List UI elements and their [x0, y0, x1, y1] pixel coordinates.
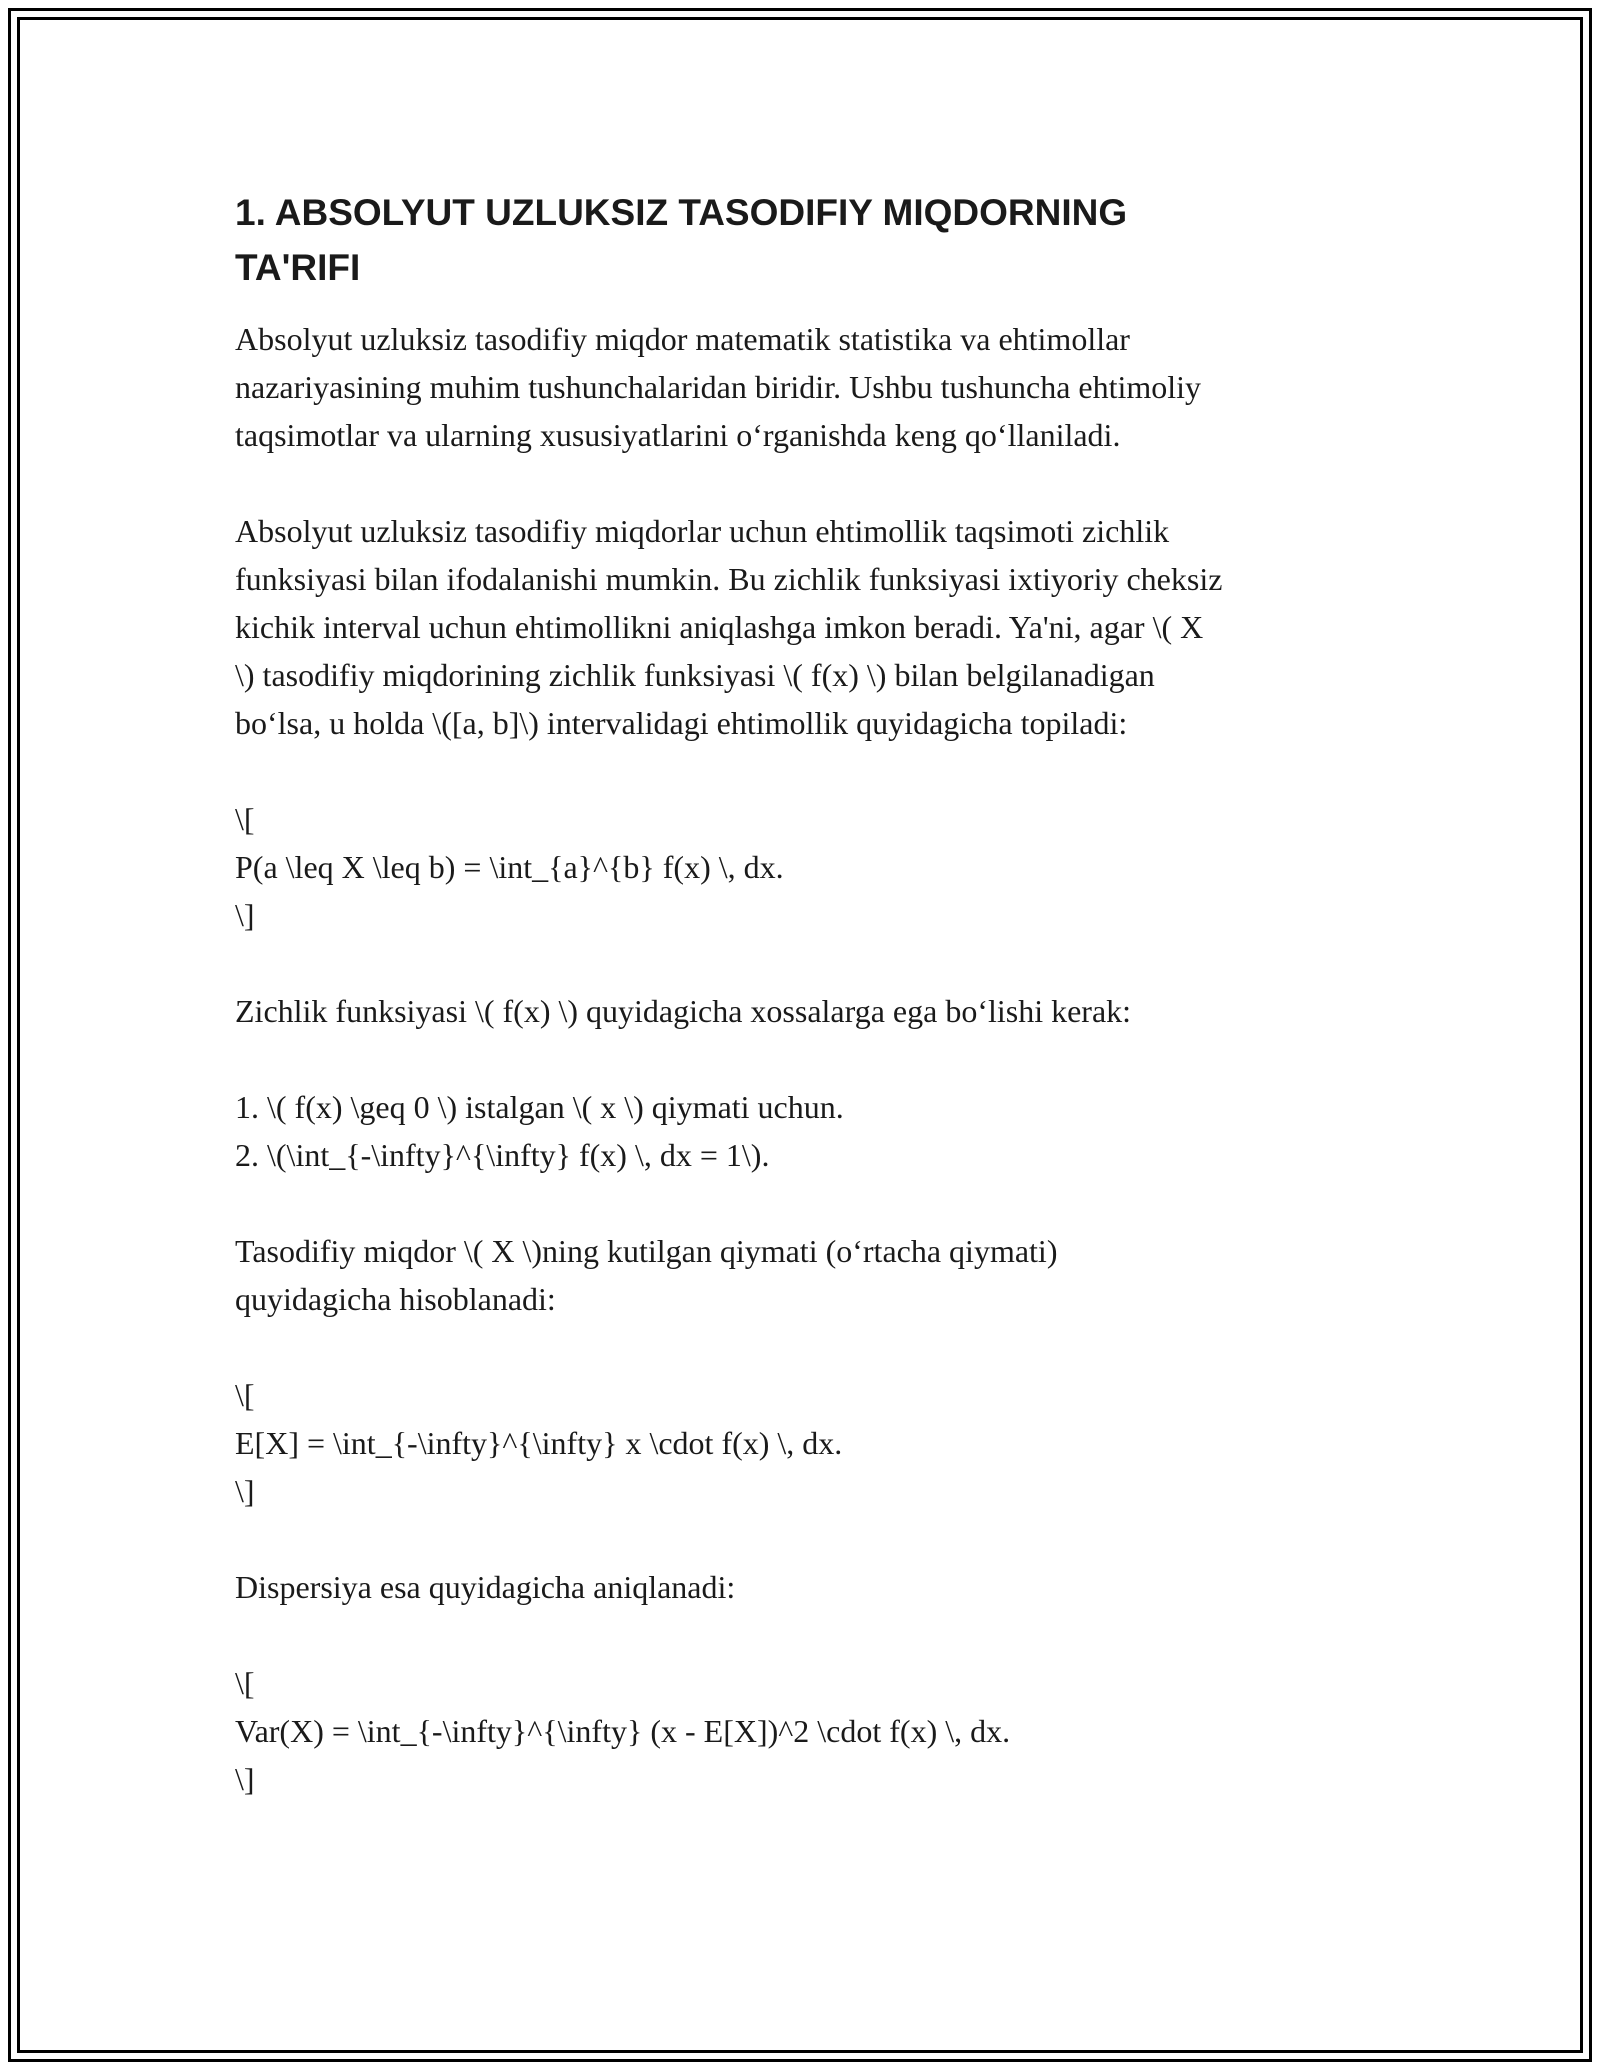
formula-line: \] [235, 1761, 255, 1797]
text-line: Zichlik funksiyasi \( f(x) \) quyidagicha xossalarga ega bo‘lishi kerak: [235, 993, 1132, 1029]
heading-line: 1. ABSOLYUT UZLUKSIZ TASODIFIY MIQDORNING [235, 192, 1128, 233]
properties-list [235, 1083, 1385, 1179]
formula-line: P(a \leq X \leq b) = \int_{a}^{b} f(x) \, dx. [235, 849, 784, 885]
density-paragraph [235, 507, 1385, 747]
section-heading [235, 185, 1385, 295]
variance-paragraph [235, 1563, 1385, 1611]
properties-intro [235, 987, 1385, 1035]
variance-formula [235, 1659, 1385, 1803]
formula-line: \[ [235, 801, 255, 837]
text-line: taqsimotlar va ularning xususiyatlarini o‘rganishda keng qo‘llaniladi. [235, 417, 1121, 453]
intro-paragraph [235, 315, 1385, 459]
text-line: kichik interval uchun ehtimollikni aniqlashga imkon beradi. Ya'ni, agar \( X [235, 609, 1204, 645]
list-item: 2. \(\int_{-\infty}^{\infty} f(x) \, dx = 1\). [235, 1137, 770, 1173]
formula-line: \] [235, 1473, 255, 1509]
text-line: Absolyut uzluksiz tasodifiy miqdor matematik statistika va ehtimollar [235, 321, 1130, 357]
list-item: 1. \( f(x) \geq 0 \) istalgan \( x \) qiymati uchun. [235, 1089, 844, 1125]
heading-line: TA'RIFI [235, 247, 361, 288]
text-line: Absolyut uzluksiz tasodifiy miqdorlar uchun ehtimollik taqsimoti zichlik [235, 513, 1170, 549]
formula-line: \] [235, 897, 255, 933]
expectation-paragraph [235, 1227, 1385, 1323]
text-line: Tasodifiy miqdor \( X \)ning kutilgan qiymati (o‘rtacha qiymati) [235, 1233, 1058, 1269]
text-line: bo‘lsa, u holda \([a, b]\) intervalidagi ehtimollik quyidagicha topiladi: [235, 705, 1128, 741]
formula-line: \[ [235, 1665, 255, 1701]
document-body [235, 185, 1385, 1851]
text-line: \) tasodifiy miqdorining zichlik funksiyasi \( f(x) \) bilan belgilanadigan [235, 657, 1155, 693]
formula-line: Var(X) = \int_{-\infty}^{\infty} (x - E[X])^2 \cdot f(x) \, dx. [235, 1713, 1011, 1749]
text-line: funksiyasi bilan ifodalanishi mumkin. Bu zichlik funksiyasi ixtiyoriy cheksiz [235, 561, 1223, 597]
formula-line: \[ [235, 1377, 255, 1413]
text-line: quyidagicha hisoblanadi: [235, 1281, 556, 1317]
text-line: Dispersiya esa quyidagicha aniqlanadi: [235, 1569, 736, 1605]
probability-formula [235, 795, 1385, 939]
formula-line: E[X] = \int_{-\infty}^{\infty} x \cdot f(x) \, dx. [235, 1425, 843, 1461]
text-line: nazariyasining muhim tushunchalaridan biridir. Ushbu tushuncha ehtimoliy [235, 369, 1202, 405]
expectation-formula [235, 1371, 1385, 1515]
